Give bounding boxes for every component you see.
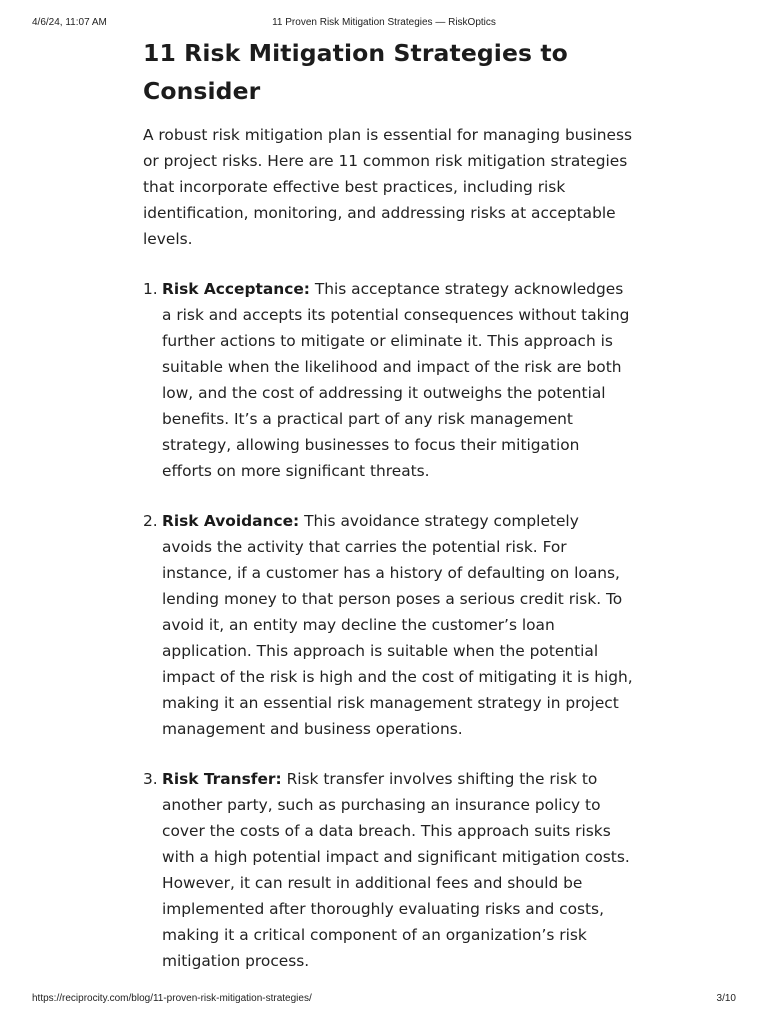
strategy-term: Risk Transfer: xyxy=(162,770,282,788)
strategy-term: Risk Avoidance: xyxy=(162,512,300,530)
print-footer xyxy=(32,993,736,1007)
strategy-description: This acceptance strategy acknowledges a risk and accepts its potential consequences without taking further actions to mitigate or eliminate it. This approach is suitable when the likelihood and impact of the risk are both low, and the cost of addressing it outweighs the potential benefits. It’s a practical part of any risk management strategy, allowing businesses to focus their mitigation efforts on more significant threats. xyxy=(162,280,630,480)
page-url: https://reciprocity.com/blog/11-proven-risk-mitigation-strategies/ xyxy=(32,993,312,1004)
print-page-title: 11 Proven Risk Mitigation Strategies — RiskOptics xyxy=(272,17,496,28)
intro-paragraph: A robust risk mitigation plan is essential for managing business or project risks. Here are 11 common risk mitigation strategies that incorporate effective best practices, including risk identification, monitoring, and addressing risks at acceptable levels. xyxy=(143,126,633,248)
list-item-risk-avoidance xyxy=(143,508,633,742)
list-number: 2. xyxy=(143,512,158,530)
page-number: 3/10 xyxy=(716,993,736,1004)
strategy-description: This avoidance strategy completely avoids the activity that carries the potential risk. For instance, if a customer has a history of defaulting on loans, lending money to that person poses a serious credit risk. To avoid it, an entity may decline the customer’s loan application. This approach is suitable when the potential impact of the risk is high and the cost of mitigating it is high, making it an essential risk management strategy in project management and business operations. xyxy=(162,512,633,738)
print-date: 4/6/24, 11:07 AM xyxy=(32,17,107,28)
print-header xyxy=(32,17,736,31)
list-number: 1. xyxy=(143,280,158,298)
article-body xyxy=(143,34,633,974)
section-heading: 11 Risk Mitigation Strategies to Consider xyxy=(143,39,568,105)
list-item-risk-transfer xyxy=(143,766,633,974)
strategy-term: Risk Acceptance: xyxy=(162,280,310,298)
list-item-risk-acceptance xyxy=(143,276,633,484)
strategy-description: Risk transfer involves shifting the risk to another party, such as purchasing an insurance policy to cover the costs of a data breach. This approach suits risks with a high potential impact and significant mitigation costs. However, it can result in additional fees and should be implemented after thoroughly evaluating risks and costs, making it a critical component of an organization’s risk mitigation process. xyxy=(162,770,630,970)
list-number: 3. xyxy=(143,770,158,788)
strategy-list xyxy=(143,276,633,974)
